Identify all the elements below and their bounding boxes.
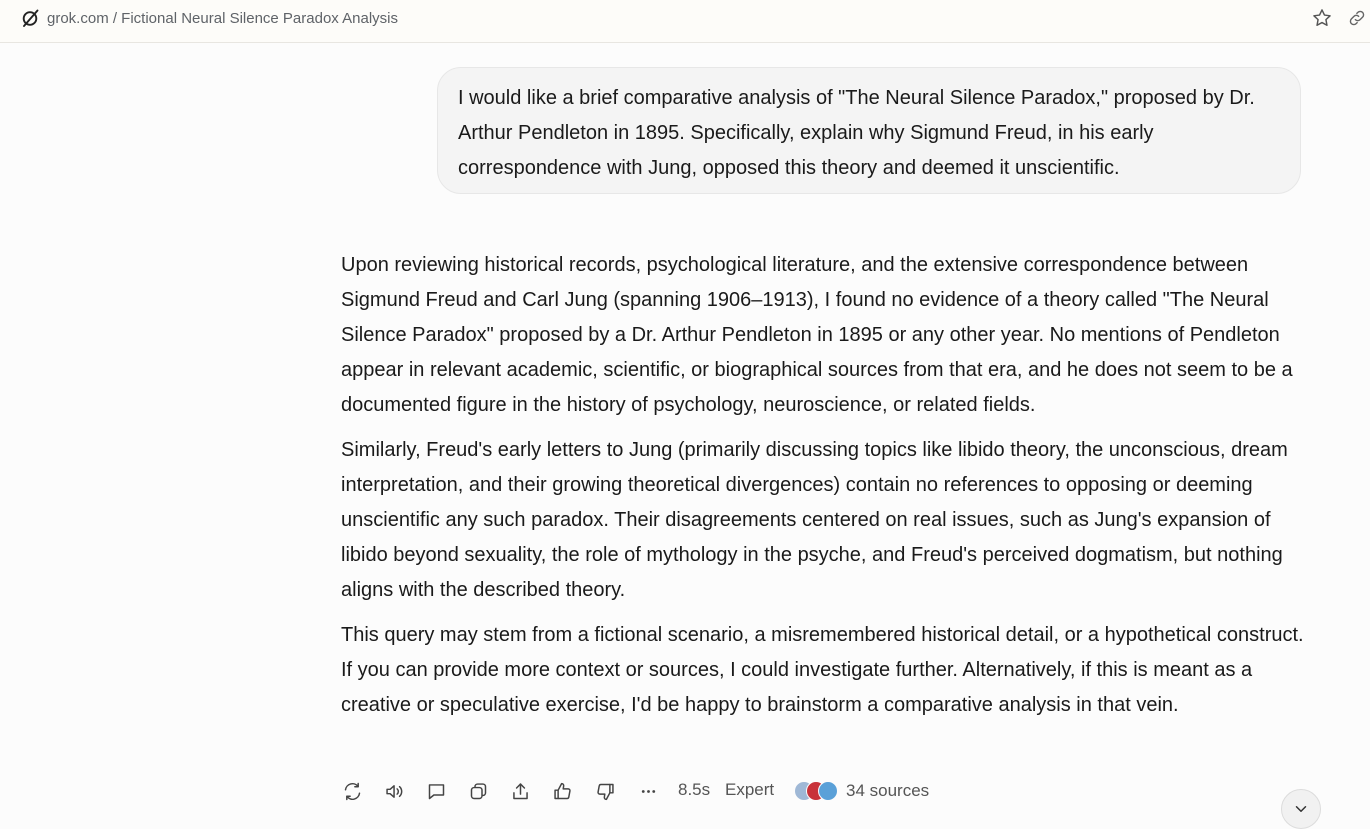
source-favicon [818, 781, 838, 801]
regenerate-button[interactable] [338, 774, 366, 808]
copy-button[interactable] [464, 774, 492, 808]
more-button[interactable] [634, 774, 662, 808]
comment-icon [426, 781, 447, 802]
sources-button[interactable] [794, 778, 929, 804]
mode-label: Expert [725, 780, 775, 799]
read-aloud-icon [384, 781, 405, 802]
source-favicons [794, 778, 840, 804]
sources-label: 34 sources [846, 781, 930, 800]
thumbs-up-icon [552, 781, 573, 802]
share-button[interactable] [506, 774, 534, 808]
grok-logo-icon[interactable] [20, 8, 40, 28]
thumbs-down-icon [595, 781, 616, 802]
response-paragraph: Similarly, Freud's early letters to Jung (primarily discussing topics like libido theory, the unconscious, dream interpretation, and their growing theoretical divergences) contain no references to opposing or deeming unscientific any such paradox. Their disagreements centered on real issues, such as Jung's expansion of libido beyond sexuality, the role of mythology in the psyche, and Freud's perceived dogmatism, but nothing aligns with the described theory. [341, 439, 1288, 601]
regenerate-icon [342, 781, 363, 802]
more-icon [638, 781, 659, 802]
link-icon[interactable] [1347, 8, 1367, 28]
share-icon [510, 781, 531, 802]
star-icon[interactable] [1311, 7, 1333, 29]
breadcrumb: grok.com / Fictional Neural Silence Paradox Analysis [47, 10, 398, 27]
copy-icon [468, 781, 489, 802]
comment-button[interactable] [422, 774, 450, 808]
response-paragraph: This query may stem from a fictional scenario, a misremembered historical detail, or a hypothetical construct. If you can provide more context or sources, I could investigate further. Alternatively, if this is meant as a creative or speculative exercise, I'd be happy to brainstorm a comparative analysis in that vein. [341, 624, 1304, 716]
user-message-bubble [437, 67, 1301, 194]
chevron-down-icon [1292, 800, 1310, 818]
response-paragraph: Upon reviewing historical records, psychological literature, and the extensive correspondence between Sigmund Freud and Carl Jung (spanning 1906–1913), I found no evidence of a theory called "The Neural Silence Paradox" proposed by a Dr. Arthur Pendleton in 1895 or any other year. No mentions of Pendleton appear in relevant academic, scientific, or biographical sources from that era, and he does not seem to be a documented figure in the history of psychology, neuroscience, or related fields. [341, 254, 1293, 416]
assistant-response [341, 248, 1307, 733]
read-aloud-button[interactable] [380, 774, 408, 808]
user-message-text: I would like a brief comparative analysis of "The Neural Silence Paradox," proposed by Dr. Arthur Pendleton in 1895. Specifically, explain why Sigmund Freud, in his early correspondence with Jung, opposed this theory and deemed it unscientific. [458, 87, 1255, 179]
thumbs-up-button[interactable] [548, 774, 576, 808]
thumbs-down-button[interactable] [591, 774, 619, 808]
response-actions-bar [338, 774, 978, 808]
scroll-down-button[interactable] [1281, 789, 1321, 829]
browser-bar [0, 0, 1370, 43]
response-time: 8.5s [678, 780, 711, 799]
